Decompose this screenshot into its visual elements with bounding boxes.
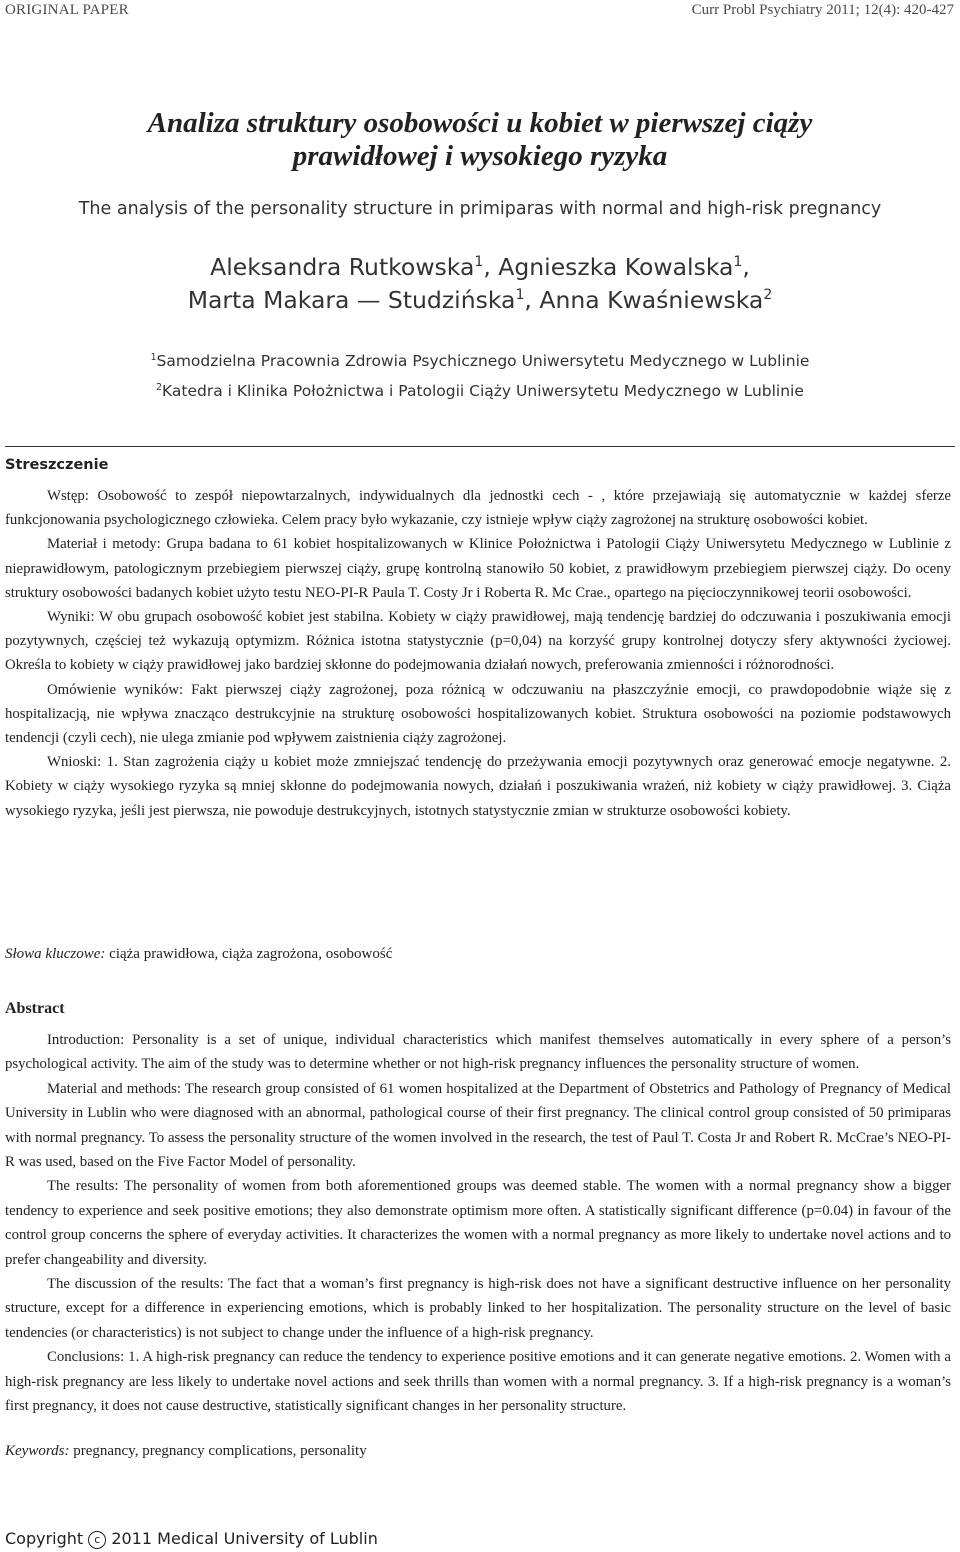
affiliation-1 — [0, 346, 960, 376]
copyright-label: Copyright — [5, 1529, 84, 1548]
journal-citation: Curr Probl Psychiatry 2011; 12(4): 420-427 — [691, 2, 954, 18]
affiliation-marker: 1 — [150, 351, 157, 363]
paper-title — [0, 107, 960, 173]
affiliation-marker: 1 — [515, 287, 525, 304]
keywords-pl-text: ciąża prawidłowa, ciąża zagrożona, osobowość — [105, 946, 393, 962]
abstract-paragraph: Introduction: Personality is a set of unique, individual characteristics which manifest themselves automatically in every sphere of a person’s psychological activity. The aim of the study was to determine whether or not high-risk pregnancy influences the personality structure of women. — [5, 1032, 951, 1073]
paper-title-line-2: prawidłowej i wysokiego ryzyka — [292, 140, 668, 172]
paper-title-line-1: Analiza struktury osobowości u kobiet w pierwszej ciąży — [147, 107, 813, 139]
abstract-paragraph: Conclusions: 1. A high-risk pregnancy can reduce the tendency to experience positive emotions and it can generate negative emotions. 2. Women with a high-risk pregnancy are less likely to undertake novel actions and seek thrills than women with a normal pregnancy. 3. If a high-risk pregnancy is a woman’s first pregnancy, it does not cause destructive, statistically significant changes in her personality structure. — [5, 1349, 951, 1415]
article-type-label: ORIGINAL PAPER — [5, 2, 129, 18]
streszczenie-paragraph: Omówienie wyników: Fakt pierwszej ciąży zagrożonej, poza różnicą w odczuwaniu na płaszczyźnie emocji, co prawdopodobnie wiąże się z hospitalizacją, nie wpływa znacząco destrukcyjnie na strukturę osobowości hospitalizowanych kobiet. Struktura osobowości na poziomie podstawowych tendencji (czyli cech), nie ulega zmianie pod wpływem zaistnienia ciąży zagrożonej. — [5, 681, 951, 747]
streszczenie-paragraph: Materiał i metody: Grupa badana to 61 kobiet hospitalizowanych w Klinice Położnictwa i Patologii Ciąży Uniwersytetu Medycznego w Lublinie z nieprawidłowym, patologicznym przebiegiem pierwszej ciąży, grupę kontrolną stanowiło 50 kobiet, z prawidłowym przebiegiem pierwszej ciąży. Do oceny struktury osobowości badanych kobiet użyto testu NEO-PI-R Paula T. Costy Jr i Roberta R. Mc Crae., opartego na pięcioczynnikowej teorii osobowości. — [5, 536, 951, 601]
running-header — [0, 0, 960, 24]
author-separator: , — [742, 253, 750, 281]
author-name: , Anna Kwaśniewska — [524, 286, 764, 314]
abstract-paragraph: The discussion of the results: The fact that a woman’s first pregnancy is high-risk does not have a significant destructive influence on her personality structure, except for a difference in experiencing emotions, which is probably linked to her hospitalization. The personality structure on the level of basic tendencies (or characteristics) is not subject to change under the influence of a high-risk pregnancy. — [5, 1276, 951, 1341]
affiliation-2 — [0, 376, 960, 406]
author-line-2 — [0, 284, 960, 317]
author-list — [0, 251, 960, 317]
keywords-pl — [5, 946, 951, 963]
abstract-paragraph: The results: The personality of women from both aforementioned groups was deemed stable. The women with a normal pregnancy show a bigger tendency to experience and seek positive emotions; they also demonstrate optimism more often. A statistically significant difference (p=0.04) in favour of the control group concerns the sphere of everyday activities. It characterizes the women with a normal pregnancy as more likely to undertake novel actions and to prefer changeability and diversity. — [5, 1178, 951, 1268]
author-name: , Agnieszka Kowalska — [483, 253, 734, 281]
affiliation-marker: 2 — [763, 287, 773, 304]
keywords-en-label: Keywords: — [5, 1443, 70, 1459]
section-divider — [5, 446, 955, 447]
affiliation-text: Samodzielna Pracownia Zdrowia Psychicznego Uniwersytetu Medycznego w Lublinie — [156, 352, 810, 370]
affiliation-marker: 1 — [733, 254, 743, 271]
copyright-icon: c — [88, 1531, 106, 1549]
abstract-body — [5, 1028, 951, 1419]
author-name: Aleksandra Rutkowska — [210, 253, 475, 281]
author-name: Marta Makara — Studzińska — [187, 286, 516, 314]
affiliation-marker: 1 — [474, 254, 484, 271]
abstract-paragraph: Material and methods: The research group consisted of 61 women hospitalized at the Department of Obstetrics and Pathology of Pregnancy of Medical University in Lublin who were diagnosed with an abnormal, pathological course of their first pregnancy. The clinical control group consisted of 50 primiparas with normal pregnancy. To assess the personality structure of the women involved in the research, the test of Paul T. Costa Jr and Robert R. McCrae’s NEO-PI-R was used, based on the Five Factor Model of personality. — [5, 1080, 951, 1171]
keywords-en-text: pregnancy, pregnancy complications, personality — [69, 1443, 367, 1459]
streszczenie-body — [5, 484, 951, 823]
copyright-text: 2011 Medical University of Lublin — [111, 1529, 378, 1548]
affiliation-marker: 2 — [156, 381, 163, 393]
affiliation-list — [0, 346, 960, 406]
affiliation-text: Katedra i Klinika Położnictwa i Patologii Ciąży Uniwersytetu Medycznego w Lublinie — [162, 382, 804, 400]
abstract-heading: Abstract — [5, 1000, 65, 1017]
copyright-footer — [5, 1529, 378, 1549]
streszczenie-heading: Streszczenie — [5, 457, 109, 473]
streszczenie-paragraph: Wnioski: 1. Stan zagrożenia ciąży u kobiet może zmniejszać tendencję do przeżywania emocji pozytywnych oraz generować emocje negatywne. 2. Kobiety w ciąży wysokiego ryzyka są mniej skłonne do podejmowania nowych, działań i poszukiwania wrażeń, niż kobiety w ciąży prawidłowej. 3. Ciąża wysokiego ryzyka, jeśli jest pierwsza, nie powoduje destrukcyjnych, istotnych statystycznie zmian w strukturze osobowości kobiety. — [5, 754, 951, 819]
english-title: The analysis of the personality structure in primiparas with normal and high-risk pregnancy — [78, 199, 882, 219]
author-line-1 — [0, 251, 960, 284]
streszczenie-paragraph: Wyniki: W obu grupach osobowość kobiet jest stabilna. Kobiety w ciąży prawidłowej, mają tendencję bardziej do odczuwania i poszukiwania emocji pozytywnych, częściej też wykazują optymizm. Różnica istotna statystycznie (p=0,04) na korzyść grupy kontrolnej dotyczy sfery aktywności życiowej. Określa to kobiety w ciąży prawidłowej jako bardziej skłonne do podejmowania działań nowych, preferowania zmienności i różnorodności. — [5, 609, 951, 674]
streszczenie-paragraph: Wstęp: Osobowość to zespół niepowtarzalnych, indywidualnych dla jednostki cech - , które przejawiają się automatycznie w każdej sferze funkcjonowania psychologicznego człowieka. Celem pracy było wykazanie, czy istnieje wpływ ciąży zagrożonej na strukturę osobowości kobiet. — [5, 488, 951, 529]
keywords-en — [5, 1443, 951, 1460]
keywords-pl-label: Słowa kluczowe: — [5, 946, 106, 962]
